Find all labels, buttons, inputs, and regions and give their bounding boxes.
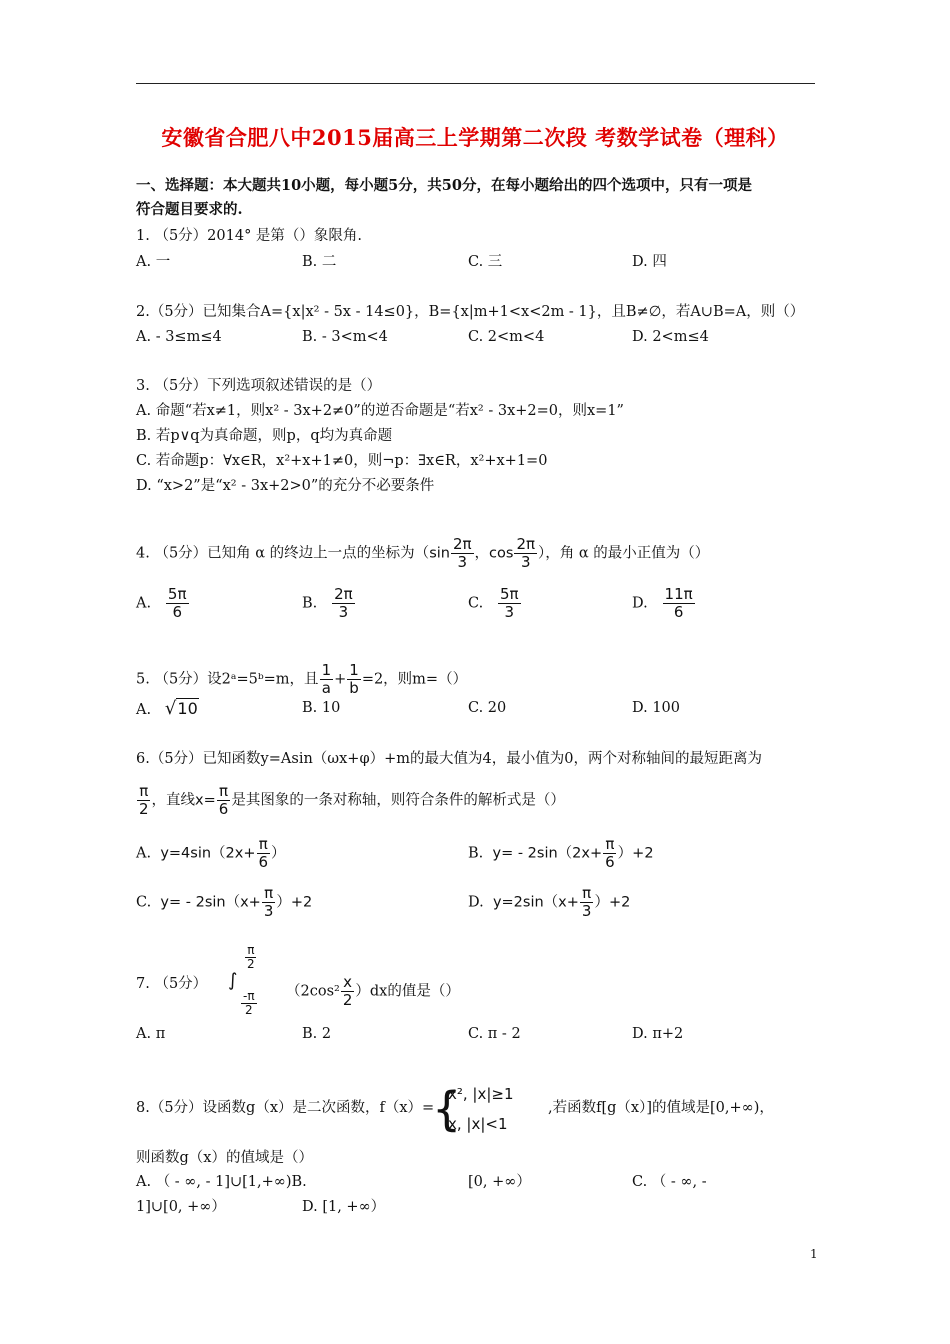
q4-frac-cos-num-pi: π: [526, 535, 536, 553]
q6-option-b-label: B.: [468, 845, 484, 862]
q6-option-a-label: A.: [136, 845, 152, 862]
q4-option-b-den: 3: [338, 603, 349, 621]
q8-case-2: x, |x|<1: [448, 1115, 508, 1133]
q8-option-d: D. [1, +∞）: [302, 1199, 386, 1215]
q6-option-a-den: 6: [258, 853, 269, 871]
q7-frac-den: 2: [342, 991, 353, 1009]
q6-option-d-frac: [580, 885, 594, 920]
q5-option-b: B. 10: [302, 700, 341, 716]
q8-stem-pre: 8.（5分）设函数g（x）是二次函数，f（x）=: [136, 1100, 435, 1116]
q5-stem-eq: =2，则m=（）: [361, 671, 468, 688]
q1-option-b: B. 二: [302, 254, 337, 270]
q6-option-d-num: π: [582, 884, 592, 902]
q7-upper-limit: [244, 944, 258, 971]
q4-option-a-den: 6: [172, 603, 182, 621]
q8-stem-line2: 则函数g（x）的值域是（）: [136, 1150, 313, 1166]
q4-option-d-num: 11π: [664, 585, 693, 603]
q3-option-a: A. 命题“若x≠1，则x² - 3x+2≠0”的逆否命题是“若x² - 3x+2=0，则x=1”: [136, 403, 624, 419]
q6-option-c-frac: [262, 885, 276, 920]
q6-option-d: [468, 885, 630, 920]
q4-option-d: [632, 586, 696, 621]
q6-frac-pi2-num: π: [139, 782, 149, 800]
q2-option-c: C. 2<m<4: [468, 329, 545, 345]
q8-option-a: A. （ - ∞, - 1]∪[1,+∞)B.: [136, 1174, 307, 1190]
q7-option-b: B. 2: [302, 1026, 332, 1042]
q1-option-a: A. 一: [136, 254, 171, 270]
q8-option-b: [0, +∞）: [468, 1174, 531, 1190]
q6-option-b-pre: y= - 2sin（2x+: [492, 845, 603, 862]
q4-option-b-num: 2π: [334, 585, 353, 603]
q7-frac-x2: [341, 974, 355, 1009]
q4-stem-post: ），角 α 的最小正值为（）: [538, 545, 710, 562]
q4-frac-sin-num-2: 2: [452, 535, 463, 553]
q5-frac-1a: [320, 662, 334, 697]
q6-option-a-frac: [257, 836, 271, 871]
q8-case-1: x², |x|≥1: [448, 1085, 514, 1103]
q4-option-d-label: D.: [632, 595, 648, 612]
q3-option-b: B. 若p∨q为真命题，则p，q均为真命题: [136, 428, 393, 444]
q6-option-c-den: 3: [263, 902, 274, 920]
q5-stem-pre: 5. （5分）设2ᵃ=5ᵇ=m，且: [136, 671, 319, 688]
q2-stem: 2.（5分）已知集合A={x|x² - 5x - 14≤0}，B={x|m+1<x<2m - 1}，且B≠∅，若A∪B=A，则（）: [136, 304, 805, 320]
q4-frac-sin-num-pi: π: [462, 535, 472, 553]
q4-option-c-label: C.: [468, 595, 484, 612]
q6-frac-pi2: [137, 783, 151, 818]
q7-stem-pre: 7. （5分）: [136, 976, 208, 992]
q7-frac-num: x: [343, 973, 353, 991]
q6-stem-line2: [136, 783, 565, 818]
q6-option-b-frac: [603, 836, 617, 871]
q6-option-c-label: C.: [136, 894, 152, 911]
q5-frac-1b-num: 1: [349, 661, 359, 679]
q4-option-a: [136, 586, 190, 621]
integral-icon: ∫: [228, 970, 238, 991]
q4-option-c-den: 3: [504, 603, 515, 621]
q4-option-c: [468, 586, 522, 621]
q7-option-a: A. π: [136, 1026, 166, 1042]
q4-cos: cos: [489, 545, 514, 562]
q3-stem: 3. （5分）下列选项叙述错误的是（）: [136, 378, 382, 394]
sqrt-icon: √: [164, 698, 177, 719]
page-title: 安徽省合肥八中2015届高三上学期第二次段 考数学试卷（理科）: [161, 125, 789, 150]
q6-line2-post: 是其图象的一条对称轴，则符合条件的解析式是（）: [231, 792, 565, 809]
q5-stem: 5. （5分）设2ᵃ=5ᵇ=m，且 $\frac{1}{a}$ + $\frac{1}{b}$ =2，则m=（）: [136, 661, 468, 697]
q6-option-a-pre: y=4sin（2x+: [160, 845, 256, 862]
q4-option-a-num: 5π: [167, 585, 187, 603]
q7-upper-den: 2: [247, 957, 255, 971]
q6-option-a-num: π: [258, 835, 268, 853]
q5-option-a-value: 10: [177, 699, 198, 718]
q6-option-d-pre: y=2sin（x+: [492, 894, 579, 911]
q6-option-a: [136, 836, 286, 871]
section-heading-line2: 符合题目要求的.: [136, 201, 243, 218]
q7-lower-num: -π: [243, 989, 255, 1003]
q7-integrand: [286, 974, 460, 1009]
q3-option-c: C. 若命题p：∀x∈R，x²+x+1≠0，则¬p：∃x∈R，x²+x+1=0: [136, 453, 548, 469]
q5-frac-1b-den: b: [349, 679, 359, 697]
q4-stem: 4. （5分）已知角 α 的终边上一点的坐标为（sin $\frac{2\pi}{3}$ ，cos $\frac{2\pi}{3}$ ），角 α 的最小正值为（）: [136, 535, 710, 571]
q2-option-a: A. - 3≤m≤4: [136, 329, 222, 345]
q7-post: ）dx的值是（）: [355, 983, 460, 1000]
q6-option-d-post: ）+2: [594, 894, 631, 911]
q6-option-c-pre: y= - 2sin（x+: [160, 894, 261, 911]
q5-frac-1a-den: a: [321, 679, 331, 697]
q8-option-c-cont: 1]∪[0, +∞）: [136, 1199, 226, 1215]
q4-option-a-label: A.: [136, 595, 152, 612]
q6-line2-x: x=: [195, 792, 216, 809]
q3-option-d: D. “x>2”是“x² - 3x+2>0”的充分不必要条件: [136, 478, 435, 494]
q6-option-a-post: ）: [271, 845, 286, 862]
q5-option-a: [136, 698, 199, 720]
q8-stem-post: ,若函数f[g（x）]的值域是[0,+∞)，: [548, 1100, 774, 1116]
q6-option-b-num: π: [605, 835, 615, 853]
q5-frac-1b: [347, 662, 361, 697]
q5-option-a-label: A.: [136, 702, 152, 718]
q5-option-d: D. 100: [632, 700, 681, 716]
q7-option-c: C. π - 2: [468, 1026, 521, 1042]
q1-stem: 1. （5分）2014° 是第（）象限角.: [136, 228, 363, 244]
page-number: 1: [810, 1247, 818, 1261]
q6-option-c-num: π: [264, 884, 274, 902]
q4-option-d-frac: [663, 586, 695, 621]
q6-stem: 6.（5分）已知函数y=Asin（ωx+φ）+m的最大值为4，最小值为0，两个对称轴间的最短距离为: [136, 751, 762, 767]
q6-line2-mid: ，直线: [151, 792, 196, 809]
q6-option-b-post: ）+2: [617, 845, 654, 862]
q5-frac-1a-num: 1: [321, 661, 332, 679]
q4-option-b-label: B.: [302, 595, 318, 612]
q4-option-d-den: 6: [673, 603, 684, 621]
q4-stem-pre: 4. （5分）已知角 α 的终边上一点的坐标为（: [136, 545, 430, 562]
section-heading-line1: 一、选择题：本大题共10小题，每小题5分，共50分，在每小题给出的四个选项中，只有一项是: [136, 177, 752, 194]
q4-option-b-frac: [332, 586, 355, 621]
q6-option-d-label: D.: [468, 894, 484, 911]
header-rule: [136, 83, 815, 84]
q1-option-d: D. 四: [632, 254, 667, 270]
q7-upper-num: π: [247, 943, 255, 957]
q6-option-d-den: 3: [581, 902, 592, 920]
q6-option-b-den: 6: [605, 853, 615, 871]
q4-option-c-num: 5π: [500, 585, 519, 603]
brace-icon: {: [432, 1082, 462, 1136]
q4-frac-sin-den: 3: [457, 553, 468, 571]
q6-option-b: [468, 836, 654, 871]
q2-option-b: B. - 3<m<4: [302, 329, 388, 345]
q1-option-c: C. 三: [468, 254, 503, 270]
q5-option-c: C. 20: [468, 700, 507, 716]
q8-option-c: C. （ - ∞, -: [632, 1174, 707, 1190]
q7-option-d: D. π+2: [632, 1026, 684, 1042]
q7-mid: （2cos²: [286, 983, 340, 1000]
q7-lower-den: 2: [244, 1003, 253, 1017]
q2-option-d: D. 2<m≤4: [632, 329, 709, 345]
q6-option-c-post: ）+2: [276, 894, 313, 911]
q4-option-c-frac: [498, 586, 521, 621]
q6-frac-pi6-num: π: [219, 782, 229, 800]
q4-frac-cos-num-2: 2: [516, 535, 526, 553]
q6-frac-pi6: [217, 783, 231, 818]
q4-frac-sin: [451, 536, 474, 571]
q4-frac-cos-den: 3: [520, 553, 531, 571]
q4-sin: sin: [429, 545, 450, 562]
q6-frac-pi6-den: 6: [218, 800, 229, 818]
q4-option-a-frac: [166, 586, 189, 621]
q6-frac-pi2-den: 2: [139, 800, 149, 818]
q4-frac-cos: [514, 536, 537, 571]
q6-option-c: [136, 885, 312, 920]
q7-lower-limit: [240, 990, 258, 1017]
q4-option-b: [302, 586, 356, 621]
